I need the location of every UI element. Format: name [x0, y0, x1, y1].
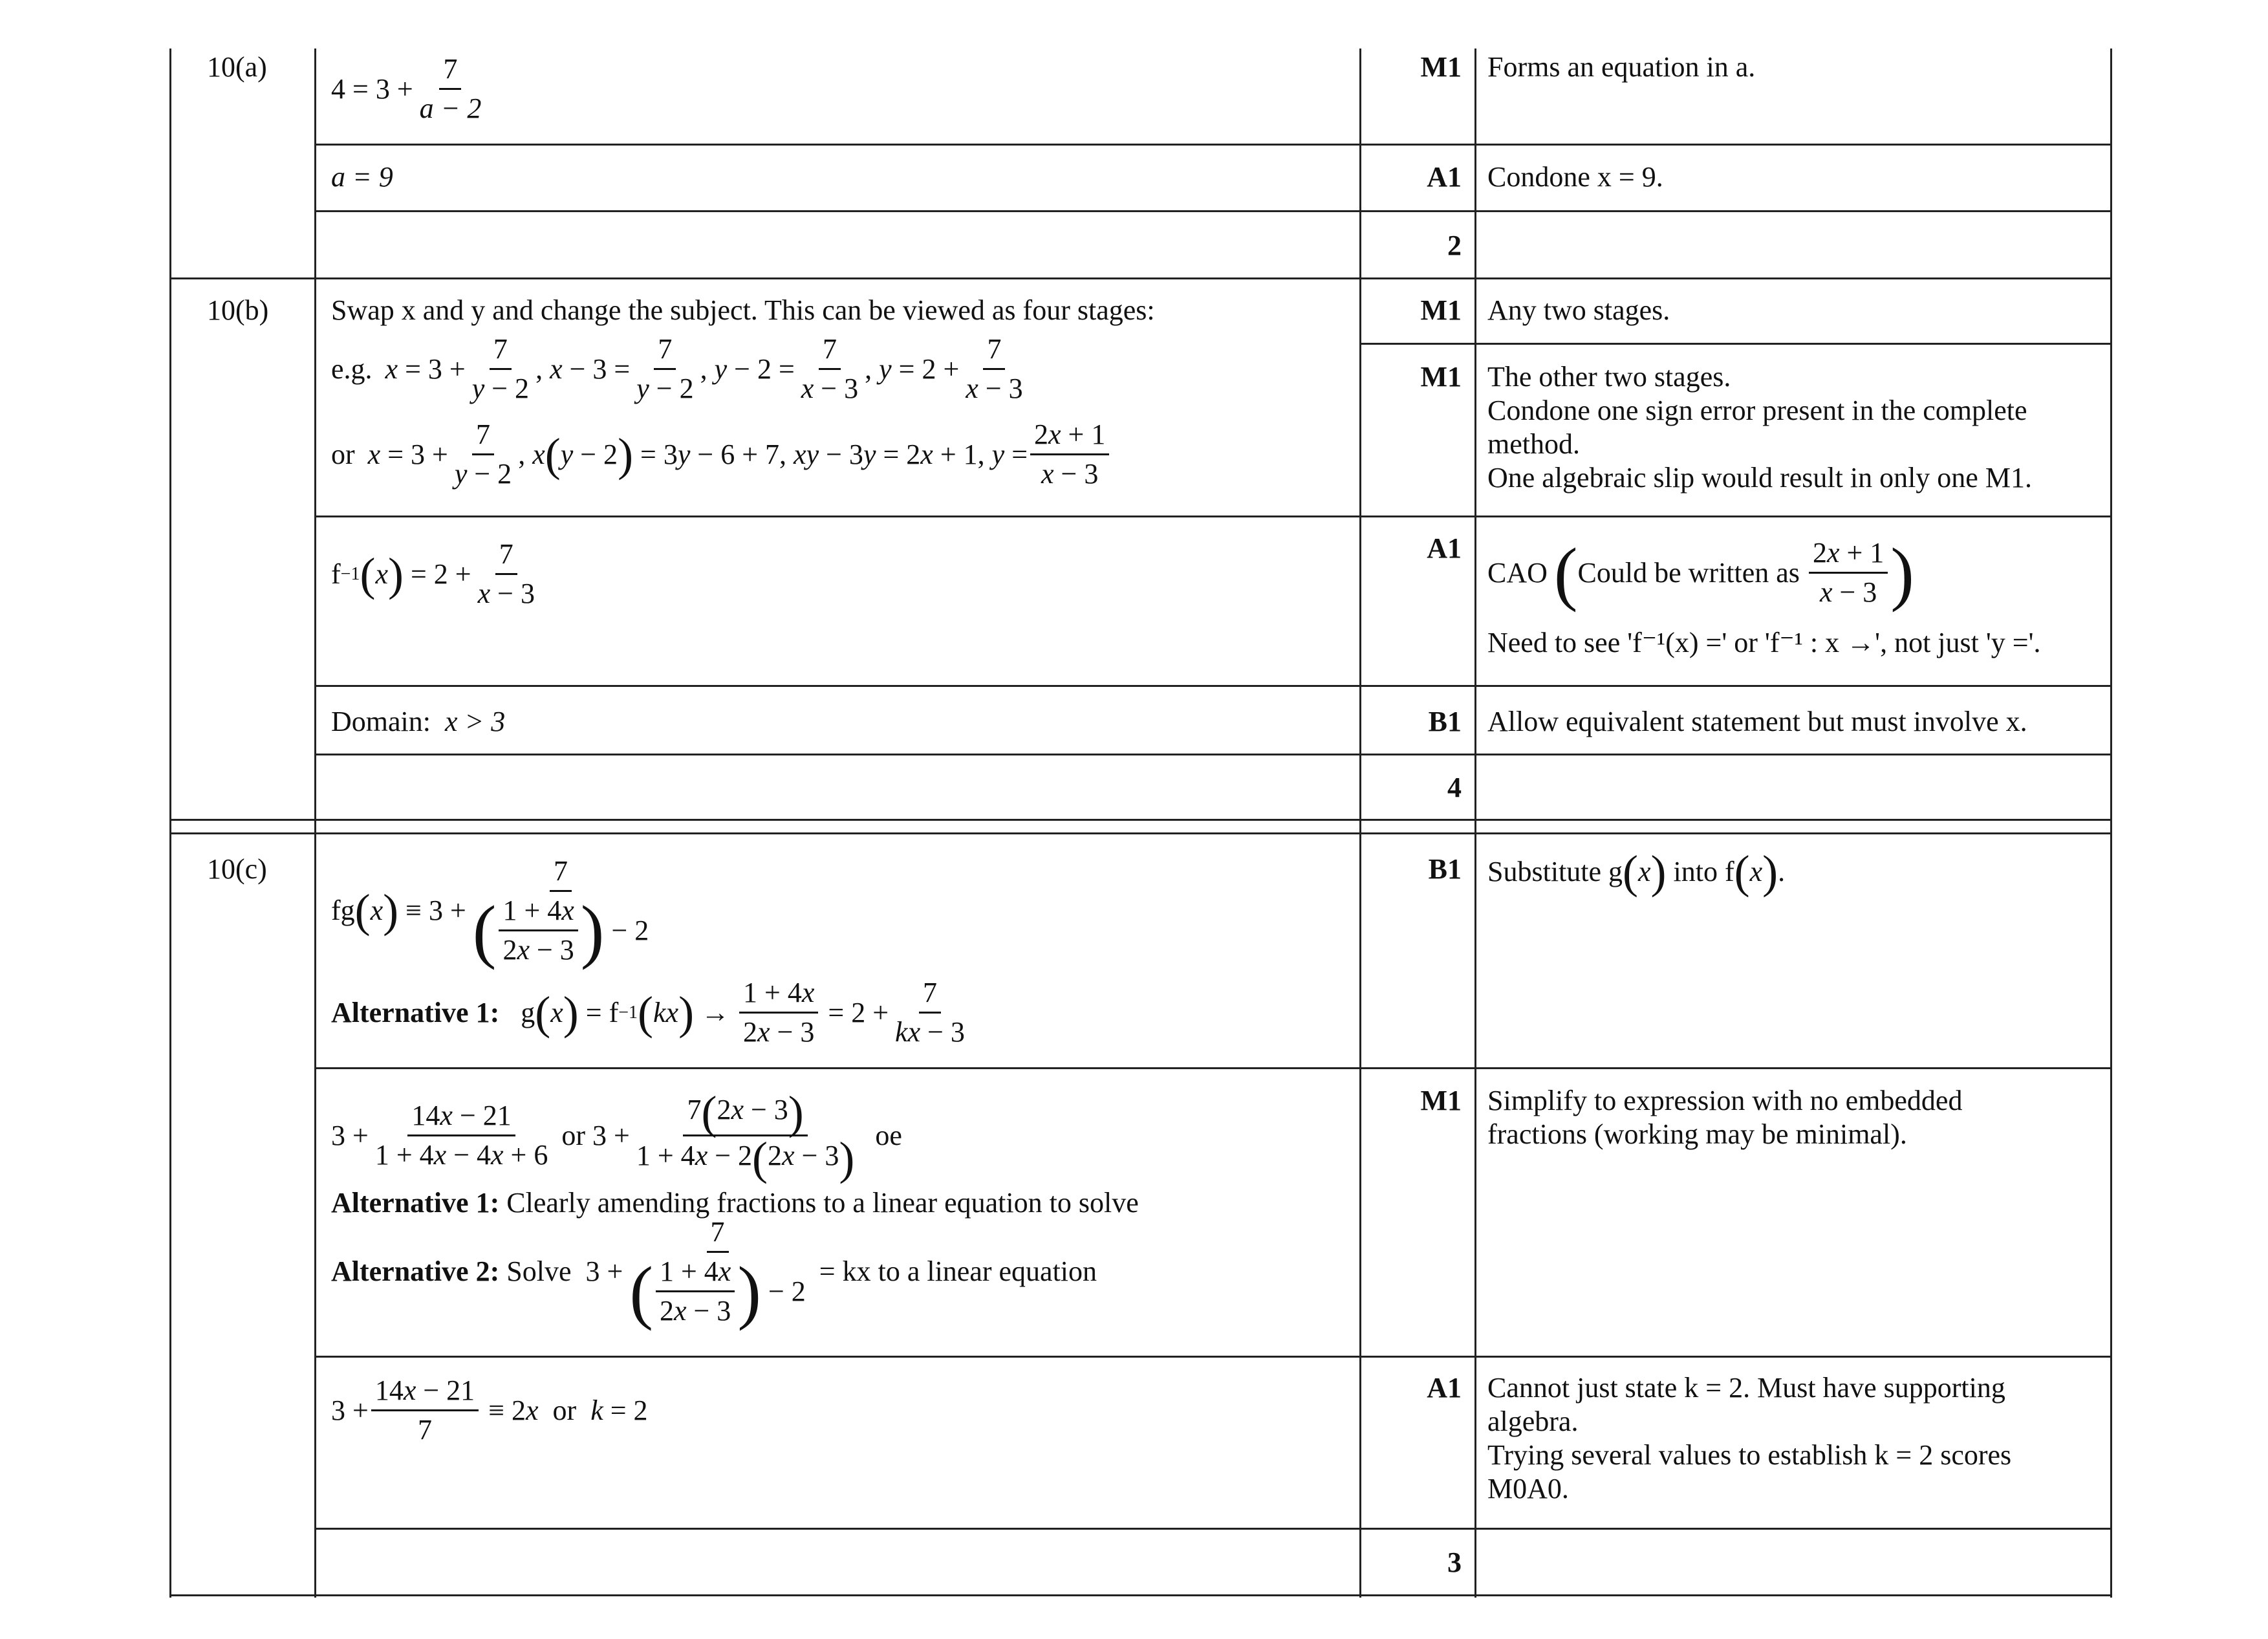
- fraction: $\frac{7}{a - 2}$: [419, 53, 482, 124]
- eg-label: e.g.: [331, 353, 373, 385]
- mark-10a-m1: M1: [1420, 51, 1462, 83]
- equation-lhs: 4 = 3 +: [331, 72, 413, 105]
- or-label: or: [331, 438, 355, 470]
- comment-10a-a1: Condone x = 9.: [1487, 161, 1663, 193]
- comment-10b-m1-first: Any two stages.: [1487, 294, 1670, 326]
- mark-10c-b1: B1: [1428, 853, 1462, 885]
- total-10c: 3: [1447, 1547, 1462, 1578]
- comment-10c-m1: Simplify to expression with no embedded fractions (working may be minimal).: [1487, 1085, 1963, 1150]
- comment-10b-a1-cao: CAO ( Could be written as $\frac{2x + 1}{x - 3}$ ): [1487, 533, 1914, 613]
- working-10b-eg-stages: e.g. x = 3 + $\frac{7}{y - 2}$ , x − 3 = $\frac{7}{y - 2}$ , y − 2 = $\frac{7}{x - 3}$ , y = 2 + $\frac{7}{x - 3}$: [331, 333, 1023, 404]
- working-10c-alt1-inverse: Alternative 1: g ( x ) = f −1 ( kx ) → $\frac{1 + 4x}{2x - 3}$ = 2 + $\frac{7}{kx - 3}$: [331, 977, 965, 1048]
- comment-10b-m1-second: The other two stages. Condone one sign error present in the complete method. One algebraic slip would result in only one M1.: [1487, 361, 2032, 494]
- question-label-10c: 10(c): [207, 853, 267, 885]
- working-10c-alt1-text: Alternative 1: Clearly amending fractions to a linear equation to solve: [331, 1187, 1139, 1219]
- total-10a: 2: [1447, 230, 1462, 261]
- mark-10b-b1: B1: [1428, 706, 1462, 737]
- working-10c-fg: fg ( x ) ≡ 3 + 7 ( $\frac{1 + 4x}{2x - 3}$ ) − 2: [331, 855, 649, 970]
- total-10b: 4: [1447, 772, 1462, 803]
- working-10b-domain: Domain: x > 3: [331, 706, 506, 737]
- working-10c-simplify: 3 + $\frac{14x - 21}{1 + 4x - 4x + 6}$ or 3 + $\frac{7(2x - 3)}{1 + 4x - 2(2x - 3)}$ oe: [331, 1087, 902, 1184]
- working-10c-answer: 3 + $\frac{14x - 21}{7}$ ≡ 2 x or k = 2: [331, 1374, 648, 1446]
- working-10b-or-stages: or x = 3 + $\frac{7}{y - 2}$ , x ( y − 2 ) = 3 y − 6 + 7, xy − 3 y = 2 x + 1, y = $\frac{2x + 1}{x - 3}$: [331, 418, 1112, 490]
- comment-10b-b1: Allow equivalent statement but must involve x.: [1487, 706, 2027, 737]
- question-label-10b: 10(b): [207, 294, 269, 326]
- working-10b-intro: Swap x and y and change the subject. This can be viewed as four stages:: [331, 294, 1155, 326]
- comment-10b-a1-need: Need to see 'f⁻¹(x) =' or 'f⁻¹ : x →', not just 'y ='.: [1487, 627, 2041, 658]
- working-10a-equation: [331, 53, 488, 125]
- comment-10c-a1: Cannot just state k = 2. Must have supporting algebra. Trying several values to establish k = 2 scores M0A0.: [1487, 1372, 2012, 1504]
- mark-10b-a1: A1: [1427, 532, 1462, 564]
- working-10c-alt2: Alternative 2: Solve 3 + 7 ( $\frac{1 + 4x}{2x - 3}$ ) − 2 = kx to a linear equation: [331, 1216, 1097, 1331]
- mark-10c-a1: A1: [1427, 1372, 1462, 1404]
- comment-10a-m1: Forms an equation in a.: [1487, 51, 1756, 83]
- mark-10c-m1: M1: [1420, 1085, 1462, 1116]
- question-label-10a: 10(a): [207, 51, 267, 83]
- mark-10b-m1-second: M1: [1420, 361, 1462, 393]
- comment-10c-b1: Substitute g ( x ) into f ( x ) .: [1487, 846, 1786, 898]
- working-10b-inverse: f −1 ( x ) = 2 + $\frac{7}{x - 3}$: [331, 538, 535, 609]
- mark-10a-a1: A1: [1427, 161, 1462, 193]
- working-10a-answer: a = 9: [331, 161, 393, 193]
- mark-10b-m1-first: M1: [1420, 294, 1462, 326]
